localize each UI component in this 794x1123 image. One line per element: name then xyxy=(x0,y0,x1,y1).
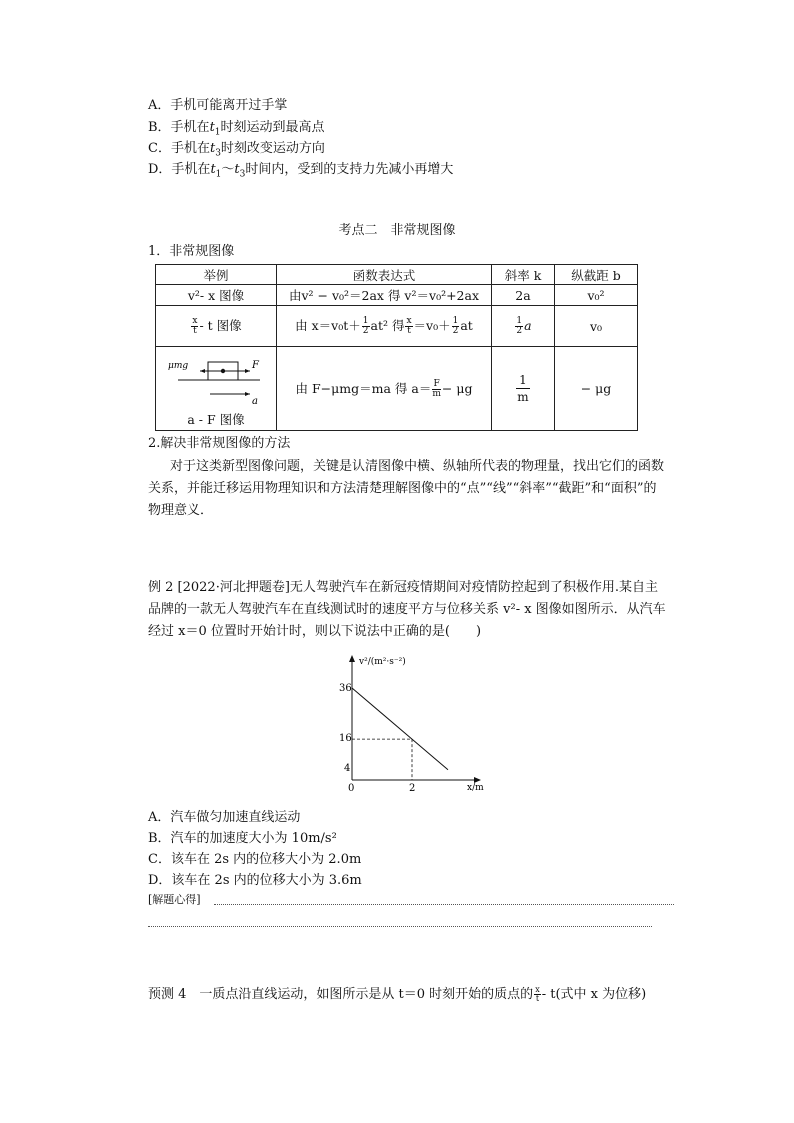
prediction-4: 预测 4 一质点沿直线运动，如图所示是从 t＝0 时刻开始的质点的 $\frac{x}{t}$ - t(式中 x 为位移) xyxy=(148,985,647,1003)
row1-slope: 2a xyxy=(492,285,555,306)
row3-example-label: a - F 图像 xyxy=(187,412,245,427)
row1-intercept: v₀² xyxy=(555,285,638,306)
x-tick-2: 2 xyxy=(409,783,416,792)
header-intercept: 纵截距 b xyxy=(555,265,638,285)
row3-slope: $\frac{1}{m}$ xyxy=(492,347,555,431)
y-tick-36: 36 xyxy=(339,683,352,694)
answer-line-2 xyxy=(148,926,652,927)
answer-line-1 xyxy=(214,904,674,905)
force-label: F xyxy=(252,360,259,371)
row1-example: v²- x 图像 xyxy=(156,285,277,306)
row2-formula: 由 x＝v₀t＋ $\frac{1}{2}$ at² 得 $\frac{x}{t}$ ＝v₀＋ $\frac{1}{2}$ at xyxy=(277,306,492,347)
row2-intercept: v₀ xyxy=(555,306,638,347)
header-slope: 斜率 k xyxy=(492,265,555,285)
option-b: B．手机在$t_1$时刻运动到最高点 xyxy=(148,120,325,138)
section-title: 考点二 非常规图像 xyxy=(338,223,456,238)
table-row xyxy=(156,285,638,306)
graph-table xyxy=(155,264,638,431)
example2-paragraph: 例 2 [2022·河北押题卷]无人驾驶汽车在新冠疫情期间对疫情防控起到了积极作用.某自主品牌的一款无人驾驶汽车在直线测试时的速度平方与位移关系 v²- x 图像如图所示．从汽车经过 x＝0 位置时开始计时，则以下说法中正确的是( ) xyxy=(148,580,666,639)
subsection-2-title: 2.解决非常规图像的方法 xyxy=(148,436,291,451)
row3-example xyxy=(156,347,277,431)
row2-example: $\frac{x}{t}$ - t 图像 xyxy=(156,306,277,347)
row3-intercept: − μg xyxy=(555,347,638,431)
block-force-diagram xyxy=(164,352,268,410)
example2-option-d: D．该车在 2s 内的位移大小为 3.6m xyxy=(148,873,362,888)
row3-formula: 由 F−μmg＝ma 得 a＝ $\frac{F}{m}$ − μg xyxy=(277,347,492,431)
x-tick-0: 0 xyxy=(348,783,355,792)
accel-arrow-head xyxy=(245,392,250,396)
option-c: C．手机在$t_3$时刻改变运动方向 xyxy=(148,141,325,159)
header-formula: 函数表达式 xyxy=(277,265,492,285)
v2-x-graph xyxy=(325,652,505,792)
block-center-dot xyxy=(221,369,225,373)
solve-label: [解题心得] xyxy=(148,893,201,906)
x-axis-label: x/m xyxy=(467,783,484,792)
row2-slope: $\frac{1}{2}$ a xyxy=(492,306,555,347)
y-axis-label: v²/(m²·s⁻²) xyxy=(359,657,406,667)
option-a: A．手机可能离开过手掌 xyxy=(148,98,288,113)
table-row xyxy=(156,306,638,347)
y-tick-16: 16 xyxy=(339,733,352,744)
y-tick-4: 4 xyxy=(344,763,351,774)
method-paragraph: 对于这类新型图像问题，关键是认清图像中横、纵轴所代表的物理量，找出它们的函数关系，并能迁移运用物理知识和方法清楚理解图像中的“点”“线”“斜率”“截距”和“面积”的物理意义． xyxy=(148,459,665,518)
friction-label: μmg xyxy=(168,361,189,371)
subsection-1-title: 1．非常规图像 xyxy=(148,244,235,259)
example2-option-c: C．该车在 2s 内的位移大小为 2.0m xyxy=(148,852,362,867)
table-row xyxy=(156,347,638,431)
series-line xyxy=(352,688,448,770)
accel-label: a xyxy=(252,396,258,407)
x-over-t-fraction: $\frac{x}{t}$ xyxy=(192,316,198,336)
example2-option-b: B．汽车的加速度大小为 10m/s² xyxy=(148,831,337,846)
y-axis-arrow xyxy=(349,655,355,662)
friction-arrow-head xyxy=(200,369,205,373)
header-example: 举例 xyxy=(156,265,277,285)
option-d: D．手机在$t_1\sim t_3$时间内，受到的支持力先减小再增大 xyxy=(148,162,454,180)
row1-formula: 由v² − v₀²＝2ax 得 v²＝v₀²+2ax xyxy=(277,285,492,306)
force-arrow-head xyxy=(245,369,250,373)
table-header-row xyxy=(156,265,638,285)
example2-option-a: A．汽车做匀加速直线运动 xyxy=(148,810,301,825)
